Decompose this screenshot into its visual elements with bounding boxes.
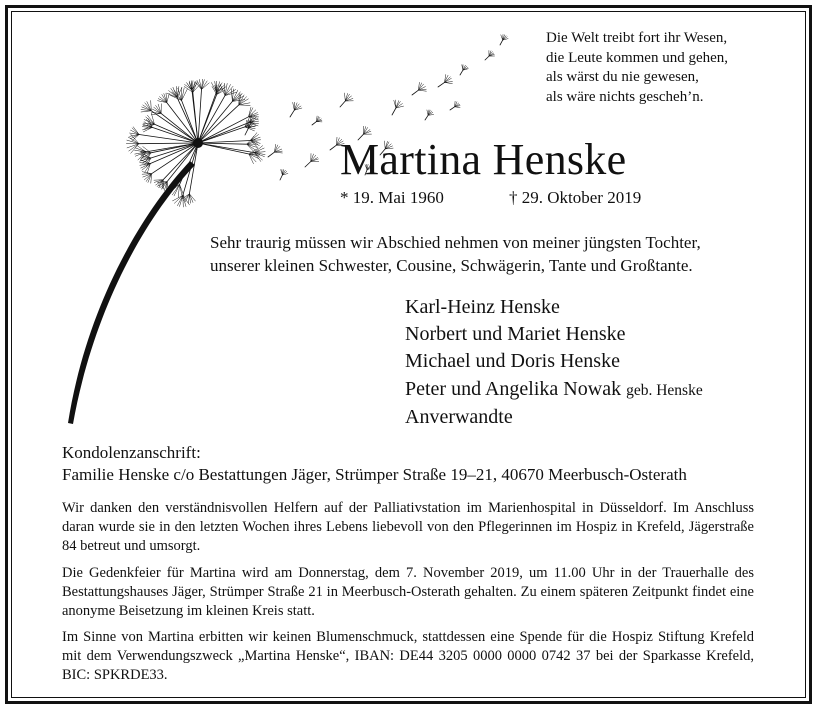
donation-paragraph: Im Sinne von Martina erbitten wir keinen Blumenschmuck, stattdessen eine Spende für die Hospiz Stiftung Krefeld mit dem Verwendungszweck „Martina Henske“, IBAN: DE44 3205 0000 0000 0742 37 bei der Sparkasse Krefeld, BIC: SPKRDE33. — [62, 629, 754, 683]
thanks-paragraph: Wir danken den verständnisvollen Helfern auf der Palliativstation im Marienhospital in Düsseldorf. Im Anschluss daran wurde sie in den letzten Wochen ihres Lebens liebevoll von den Pflegerinnen im Hospiz in Krefeld, Jägerstraße 84 betreut und umsorgt. — [62, 500, 754, 554]
motto-line: als wäre nichts gescheh’n. — [546, 88, 704, 105]
dandelion-head — [126, 79, 265, 207]
mourner-name: Peter und Angelika Nowak — [405, 377, 622, 400]
relatives-label: Anverwandte — [405, 405, 513, 428]
death-date: † 29. Oktober 2019 — [509, 188, 642, 207]
condolence-label: Kondolenzanschrift: — [62, 443, 201, 462]
mourner-name-with-birthname — [405, 376, 795, 404]
condolence-address-block — [62, 442, 782, 486]
motto-line: die Leute kommen und gehen, — [546, 49, 729, 66]
birth-name-note: geb. Henske — [626, 381, 703, 399]
motto-line: Die Welt treibt fort ihr Wesen, — [546, 30, 728, 46]
condolence-address: Familie Henske c/o Bestattungen Jäger, Strümper Straße 19–21, 40670 Meerbusch-Osterath — [62, 465, 687, 484]
motto-poem — [546, 29, 796, 107]
mourner-name: Michael und Doris Henske — [405, 350, 620, 373]
dandelion-stem — [68, 161, 195, 424]
life-dates — [340, 188, 670, 208]
deceased-name: Martina Henske — [340, 135, 627, 184]
farewell-line: unserer kleinen Schwester, Cousine, Schwägerin, Tante und Großtante. — [210, 256, 693, 275]
mourner-name: Karl-Heinz Henske — [405, 296, 560, 318]
farewell-text — [210, 231, 770, 277]
birth-date: * 19. Mai 1960 — [340, 188, 444, 207]
mourner-name: Norbert und Mariet Henske — [405, 323, 626, 346]
memorial-paragraph: Die Gedenkfeier für Martina wird am Donnerstag, dem 7. November 2019, um 11.00 Uhr in der Trauerhalle des Bestattungshauses Jäger, Strümper Straße 21 in Meerbusch-Osterath gehalten. Zu einem späteren Zeitpunkt findet eine anonyme Beisetzung im kleinen Kreis statt. — [62, 565, 754, 619]
mourners-list — [405, 294, 795, 431]
motto-line: als wärst du nie gewesen, — [546, 69, 699, 85]
farewell-line: Sehr traurig müssen wir Abschied nehmen von meiner jüngsten Tochter, — [210, 233, 701, 252]
